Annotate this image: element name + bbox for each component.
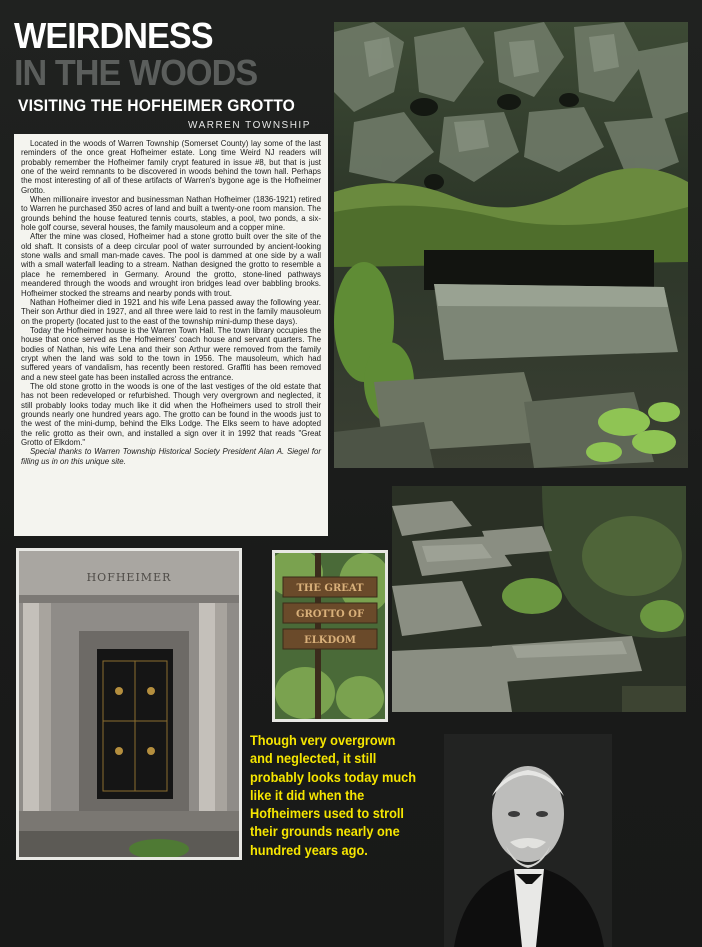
article-subtitle: VISITING THE HOFHEIMER GROTTO bbox=[18, 96, 296, 115]
sign-text-line-1: THE GREAT bbox=[296, 583, 364, 594]
grotto-sign-photo bbox=[272, 550, 388, 722]
article-acknowledgement: Special thanks to Warren Township Historical Society President Alan A. Siegel for filling us in on this unique site. bbox=[21, 447, 321, 466]
grotto-rock-wall-photo bbox=[334, 22, 688, 468]
location-label: WARREN TOWNSHIP bbox=[188, 120, 311, 131]
article-paragraph: Nathan Hofheimer died in 1921 and his wife Lena passed away the following year. Their son Arthur died in 1927, and all three were laid to rest in the family mausoleum on the property (located just to the east of the township mini-dump these days). bbox=[21, 297, 321, 326]
headline-line-1: WEIRDNESS bbox=[14, 15, 213, 56]
article-paragraph: The old stone grotto in the woods is one of the last vestiges of the old estate that has not been redeveloped or refurbished. Though very overgrown and neglected, it still probably looks today much like it did when the Hofheimers used to stroll their grounds nearly one hundred years ago. The grotto can be found in the woods just to the west of the mini-dump, behind the Elks Lodge. The Elks seem to have adopted the relic grotto as their own, and installed a sign over it in 1992 that reads "Great Grotto of Elkdom." bbox=[21, 381, 321, 447]
nathan-hofheimer-portrait bbox=[444, 734, 612, 947]
pull-quote: Though very overgrown and neglected, it still probably looks today much like it did when the Hofheimers used to stroll their grounds nearly one hundred years ago. bbox=[250, 733, 417, 859]
article-text-box bbox=[14, 134, 328, 536]
article-paragraph: When millionaire investor and businessman Nathan Hofheimer (1836-1921) retired to Warren he purchased 350 acres of land and built a twenty-one room mansion. The grounds behind the house featured tennis courts, stables, a pool, two ponds, a six-hole golf course, several houses, the family mausoleum and a copper mine. bbox=[21, 195, 321, 233]
article-paragraph: After the mine was closed, Hofheimer had a stone grotto built over the site of the old shaft. It consists of a deep circular pool of water surrounded by ancient-looking stone walls and small man-made caves. The pool is dammed at one side by a wall with a small waterfall leading to a stream. Nathan designed the grotto to resemble a place he remembered in Germany. Around the grotto, stone-lined pathways meandered through the woods and wrought iron bridges lead over babbling brooks. Hofheimer stocked the streams and nearby ponds with trout. bbox=[21, 232, 321, 298]
mausoleum-inscription: HOFHEIMER bbox=[86, 571, 172, 584]
headline-line-2: IN THE WOODS bbox=[14, 52, 258, 93]
grotto-pond-photo bbox=[392, 486, 686, 712]
mausoleum-photo bbox=[16, 548, 242, 860]
article-paragraph: Located in the woods of Warren Township (Somerset County) lay some of the last reminders of the once great Hofheimer estate. Long time Weird NJ readers will probably remember the Hofheimer family crypt featured in issue #8, but that is just one of the weird remnants to be discovered in woods behind the town hall. Perhaps the most interesting of all of these artifacts of Warren's bygone age is the Hofheimer Grotto. bbox=[21, 139, 321, 195]
sign-text-line-3: ELKDOM bbox=[304, 635, 356, 646]
article-paragraph: Today the Hofheimer house is the Warren Town Hall. The town library occupies the house that once served as the Hofheimers' coach house and servant quarters. The bodies of Nathan, his wife Lena and their son Arthur were removed from the family crypt when the land was sold to the town in 1956. The mausoleum, which had suffered years of vandalism, has recently been restored. Graffiti has been removed and a new steel gate has been installed across the entrance. bbox=[21, 325, 321, 382]
sign-text-line-2: GROTTO OF bbox=[295, 609, 365, 620]
